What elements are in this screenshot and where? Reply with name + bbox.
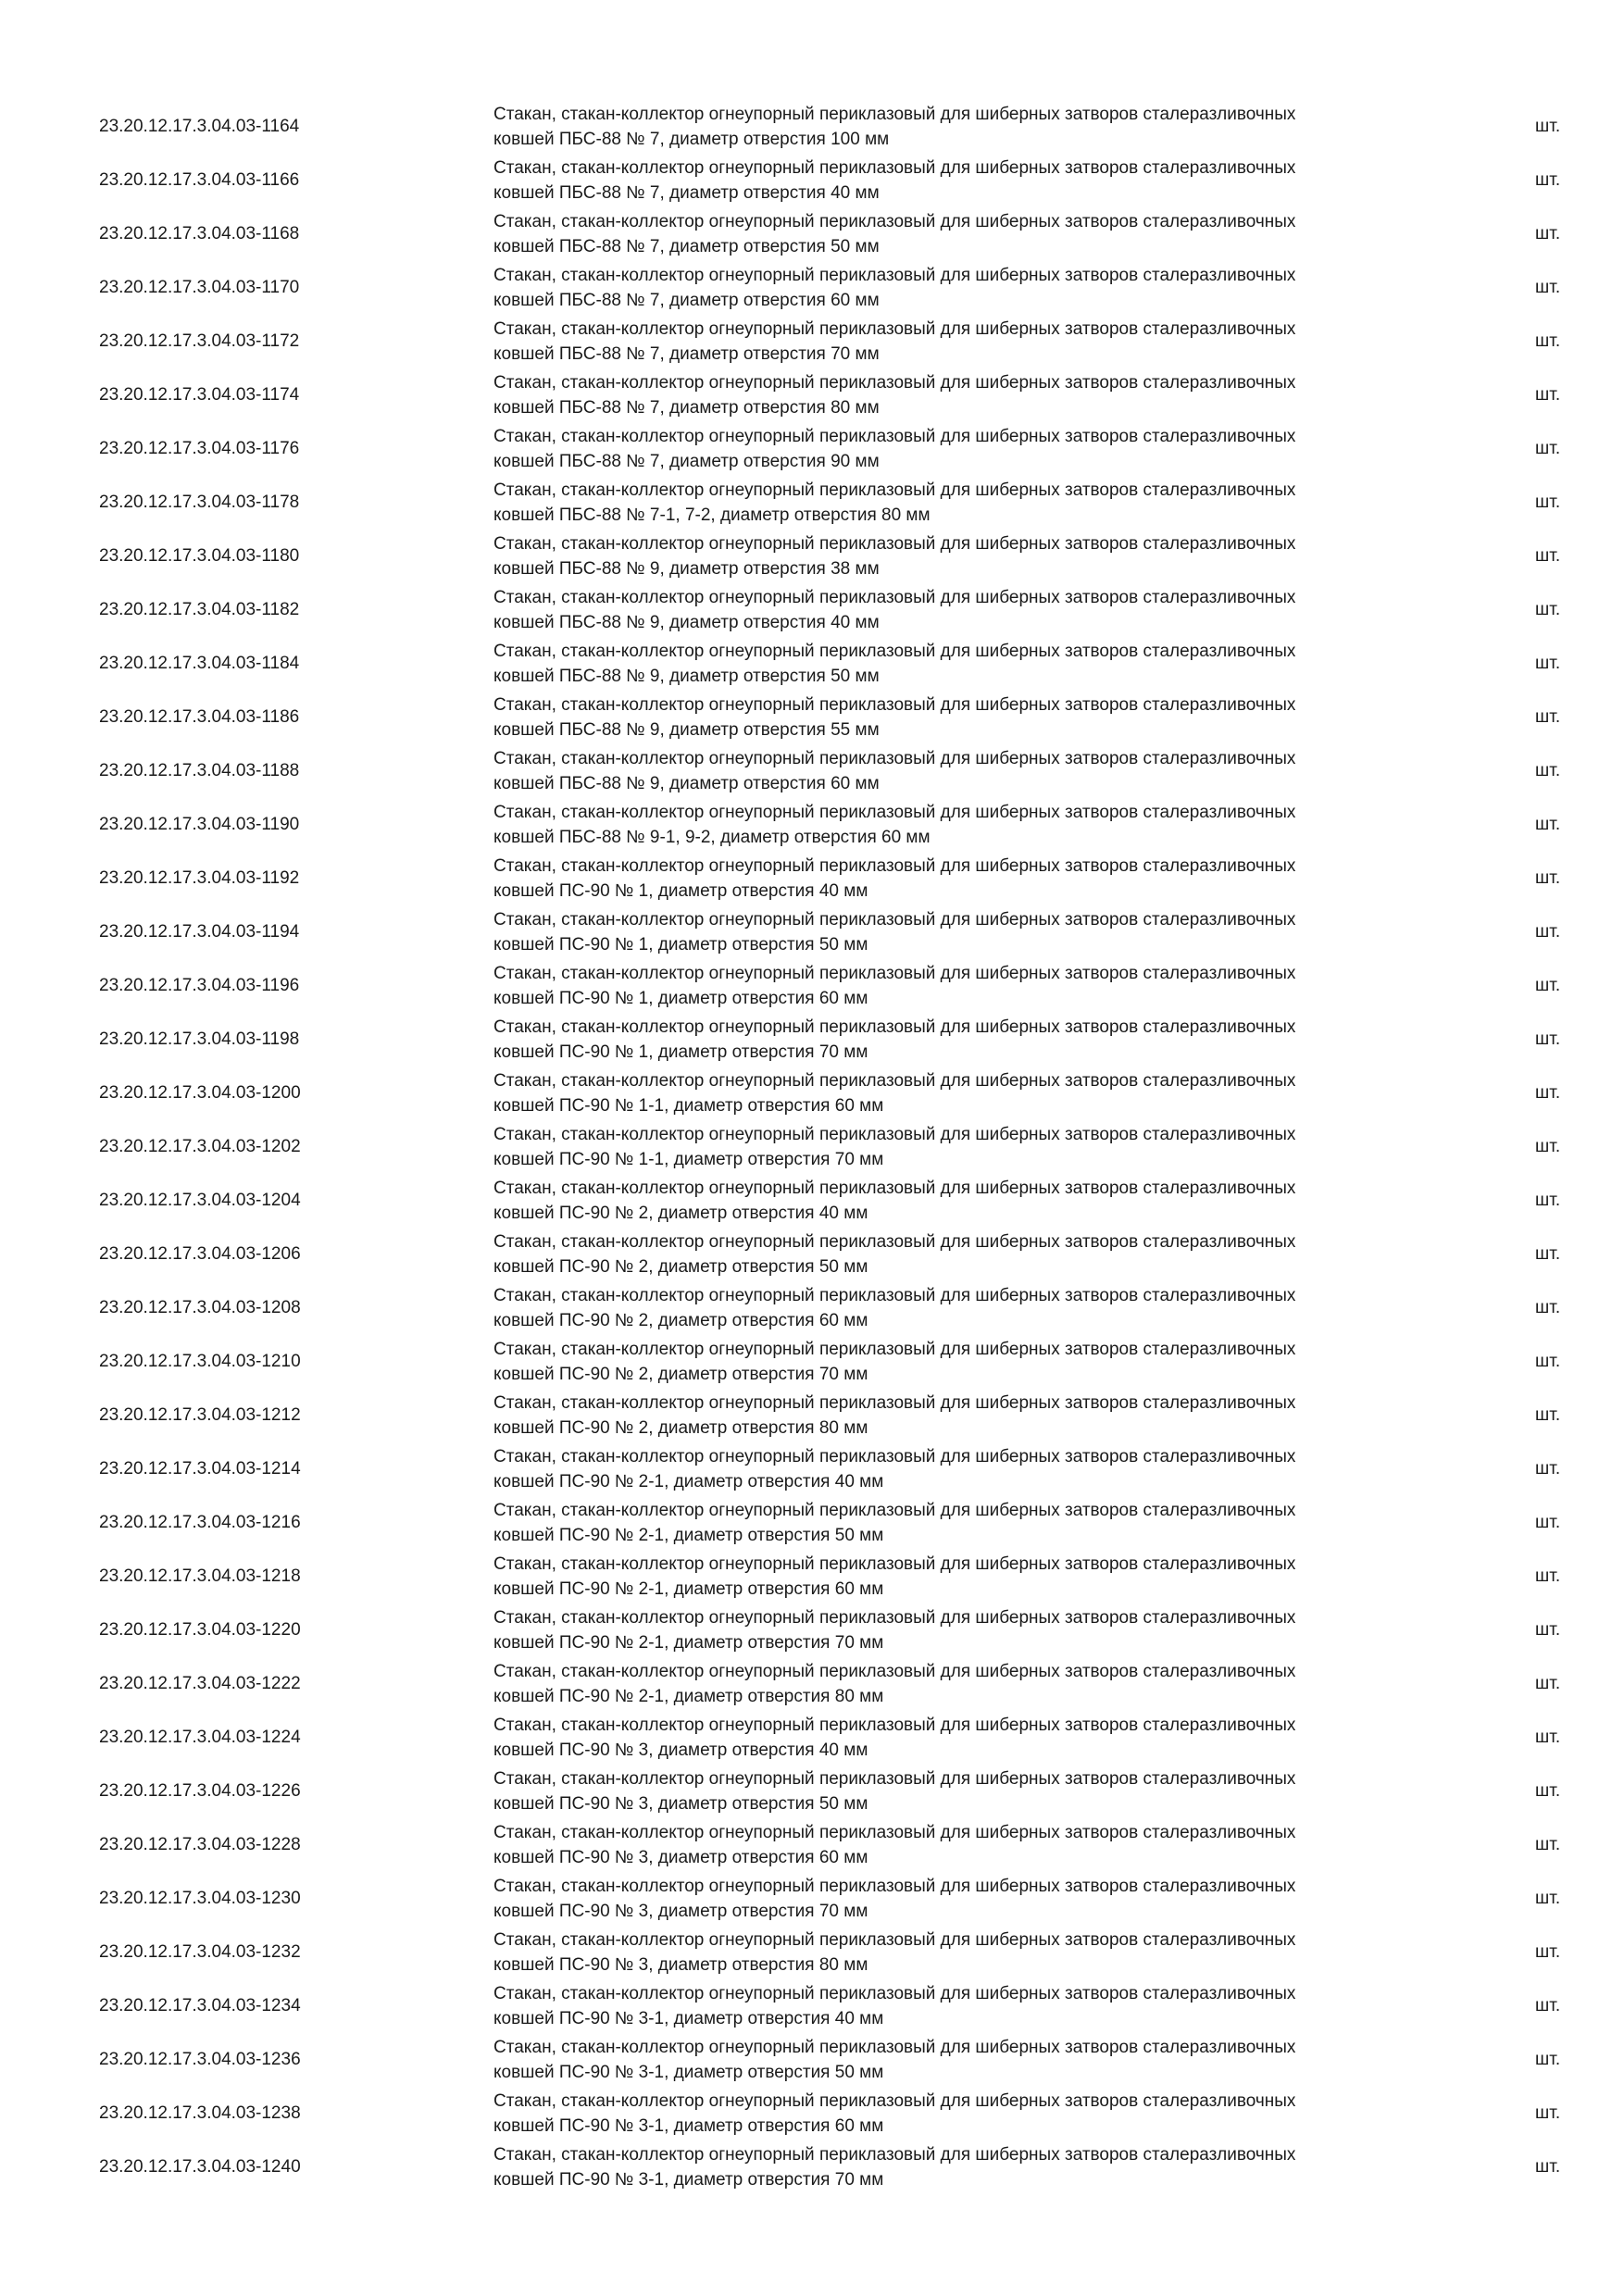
description-line-2: ковшей ПС-90 № 1, диаметр отверстия 60 мм <box>493 989 868 1008</box>
table-row <box>0 154 1624 207</box>
resource-code: 23.20.12.17.3.04.03-1232 <box>99 1942 301 1962</box>
table-row <box>0 852 1624 905</box>
resource-description <box>493 1552 1438 1602</box>
description-line-1: Стакан, стакан-коллектор огнеупорный периклазовый для шиберных затворов сталеразливочных <box>493 319 1296 339</box>
resource-code: 23.20.12.17.3.04.03-1208 <box>99 1298 301 1317</box>
resource-code: 23.20.12.17.3.04.03-1212 <box>99 1405 301 1425</box>
description-line-1: Стакан, стакан-коллектор огнеупорный периклазовый для шиберных затворов сталеразливочных <box>493 642 1296 661</box>
table-row <box>0 637 1624 691</box>
description-line-1: Стакан, стакан-коллектор огнеупорный периклазовый для шиберных затворов сталеразливочных <box>493 1340 1296 1359</box>
unit-of-measure: шт. <box>1535 922 1561 942</box>
resource-description <box>493 746 1438 796</box>
resource-code: 23.20.12.17.3.04.03-1190 <box>99 815 300 834</box>
description-line-1: Стакан, стакан-коллектор огнеупорный периклазовый для шиберных затворов сталеразливочных <box>493 2038 1296 2057</box>
resource-description <box>493 585 1438 635</box>
unit-of-measure: шт. <box>1535 1298 1561 1317</box>
resource-description <box>493 854 1438 904</box>
description-line-2: ковшей ПС-90 № 1, диаметр отверстия 40 мм <box>493 881 868 901</box>
unit-of-measure: шт. <box>1535 707 1561 727</box>
description-line-2: ковшей ПС-90 № 2-1, диаметр отверстия 50 мм <box>493 1526 884 1545</box>
table-row <box>0 2033 1624 2087</box>
description-line-2: ковшей ПС-90 № 2-1, диаметр отверстия 80 мм <box>493 1687 884 1706</box>
resource-description <box>493 1820 1438 1870</box>
description-line-1: Стакан, стакан-коллектор огнеупорный периклазовый для шиберных затворов сталеразливочных <box>493 803 1296 822</box>
unit-of-measure: шт. <box>1535 439 1561 458</box>
resource-description <box>493 209 1438 259</box>
resource-code: 23.20.12.17.3.04.03-1192 <box>99 868 300 888</box>
unit-of-measure: шт. <box>1535 546 1561 566</box>
description-line-1: Стакан, стакан-коллектор огнеупорный периклазовый для шиберных затворов сталеразливочных <box>493 1286 1296 1305</box>
unit-of-measure: шт. <box>1535 1674 1561 1693</box>
price-table <box>0 100 1624 2194</box>
table-row <box>0 959 1624 1013</box>
description-line-1: Стакан, стакан-коллектор огнеупорный периклазовый для шиберных затворов сталеразливочных <box>493 1554 1296 1574</box>
unit-of-measure: шт. <box>1535 2050 1561 2069</box>
table-row <box>0 315 1624 368</box>
description-line-1: Стакан, стакан-коллектор огнеупорный периклазовый для шиберных затворов сталеразливочных <box>493 1447 1296 1466</box>
table-row <box>0 1818 1624 1872</box>
description-line-2: ковшей ПС-90 № 1-1, диаметр отверстия 70 мм <box>493 1150 884 1169</box>
description-line-2: ковшей ПС-90 № 3, диаметр отверстия 70 мм <box>493 1902 868 1921</box>
description-line-1: Стакан, стакан-коллектор огнеупорный периклазовый для шиберных затворов сталеразливочных <box>493 534 1296 554</box>
description-line-1: Стакан, стакан-коллектор огнеупорный периклазовый для шиберных затворов сталеразливочных <box>493 1984 1296 2003</box>
table-row <box>0 1389 1624 1442</box>
description-line-1: Стакан, стакан-коллектор огнеупорный периклазовый для шиберных затворов сталеразливочных <box>493 1662 1296 1681</box>
description-line-1: Стакан, стакан-коллектор огнеупорный периклазовый для шиберных затворов сталеразливочных <box>493 266 1296 285</box>
description-line-1: Стакан, стакан-коллектор огнеупорный периклазовый для шиберных затворов сталеразливочных <box>493 1823 1296 1842</box>
resource-description <box>493 961 1438 1011</box>
resource-description <box>493 317 1438 367</box>
table-row <box>0 1979 1624 2033</box>
resource-code: 23.20.12.17.3.04.03-1230 <box>99 1889 301 1908</box>
table-row <box>0 744 1624 798</box>
table-row <box>0 1711 1624 1765</box>
table-row <box>0 261 1624 315</box>
table-row <box>0 1174 1624 1228</box>
resource-code: 23.20.12.17.3.04.03-1166 <box>99 170 300 190</box>
resource-code: 23.20.12.17.3.04.03-1180 <box>99 546 300 566</box>
resource-description <box>493 1928 1438 1978</box>
unit-of-measure: шт. <box>1535 117 1561 136</box>
description-line-2: ковшей ПС-90 № 2, диаметр отверстия 60 мм <box>493 1311 868 1330</box>
description-line-2: ковшей ПС-90 № 3, диаметр отверстия 50 мм <box>493 1794 868 1814</box>
unit-of-measure: шт. <box>1535 224 1561 243</box>
resource-code: 23.20.12.17.3.04.03-1194 <box>99 922 300 942</box>
unit-of-measure: шт. <box>1535 170 1561 190</box>
resource-description <box>493 1874 1438 1924</box>
resource-code: 23.20.12.17.3.04.03-1176 <box>99 439 300 458</box>
description-line-2: ковшей ПБС-88 № 7, диаметр отверстия 40 мм <box>493 183 880 203</box>
unit-of-measure: шт. <box>1535 385 1561 405</box>
unit-of-measure: шт. <box>1535 1405 1561 1425</box>
resource-description <box>493 1337 1438 1387</box>
description-line-2: ковшей ПС-90 № 2, диаметр отверстия 80 мм <box>493 1418 868 1438</box>
description-line-2: ковшей ПБС-88 № 7, диаметр отверстия 100 мм <box>493 130 890 149</box>
description-line-2: ковшей ПБС-88 № 7, диаметр отверстия 60 мм <box>493 291 880 310</box>
unit-of-measure: шт. <box>1535 278 1561 297</box>
unit-of-measure: шт. <box>1535 2103 1561 2123</box>
resource-code: 23.20.12.17.3.04.03-1164 <box>99 117 300 136</box>
unit-of-measure: шт. <box>1535 868 1561 888</box>
resource-code: 23.20.12.17.3.04.03-1226 <box>99 1781 301 1801</box>
description-line-1: Стакан, стакан-коллектор огнеупорный периклазовый для шиберных затворов сталеразливочных <box>493 105 1296 124</box>
unit-of-measure: шт. <box>1535 1889 1561 1908</box>
resource-code: 23.20.12.17.3.04.03-1198 <box>99 1029 300 1049</box>
resource-description <box>493 2089 1438 2139</box>
description-line-2: ковшей ПС-90 № 3-1, диаметр отверстия 40 мм <box>493 2009 884 2028</box>
description-line-2: ковшей ПС-90 № 2-1, диаметр отверстия 40 мм <box>493 1472 884 1491</box>
description-line-1: Стакан, стакан-коллектор огнеупорный периклазовый для шиберных затворов сталеразливочных <box>493 1608 1296 1628</box>
description-line-2: ковшей ПБС-88 № 9, диаметр отверстия 55 мм <box>493 720 880 740</box>
description-line-1: Стакан, стакан-коллектор огнеупорный периклазовый для шиберных затворов сталеразливочных <box>493 1501 1296 1520</box>
description-line-2: ковшей ПС-90 № 2-1, диаметр отверстия 70 мм <box>493 1633 884 1653</box>
unit-of-measure: шт. <box>1535 1352 1561 1371</box>
resource-description <box>493 1981 1438 2031</box>
resource-description <box>493 907 1438 957</box>
unit-of-measure: шт. <box>1535 1996 1561 2015</box>
resource-description <box>493 1713 1438 1763</box>
resource-description <box>493 1391 1438 1441</box>
resource-code: 23.20.12.17.3.04.03-1236 <box>99 2050 301 2069</box>
description-line-1: Стакан, стакан-коллектор огнеупорный периклазовый для шиберных затворов сталеразливочных <box>493 2091 1296 2111</box>
resource-code: 23.20.12.17.3.04.03-1220 <box>99 1620 301 1640</box>
unit-of-measure: шт. <box>1535 1728 1561 1747</box>
description-line-1: Стакан, стакан-коллектор огнеупорный периклазовый для шиберных затворов сталеразливочных <box>493 1125 1296 1144</box>
description-line-2: ковшей ПБС-88 № 7, диаметр отверстия 90 мм <box>493 452 880 471</box>
unit-of-measure: шт. <box>1535 2157 1561 2177</box>
resource-description <box>493 1498 1438 1548</box>
description-line-2: ковшей ПС-90 № 2, диаметр отверстия 70 мм <box>493 1365 868 1384</box>
unit-of-measure: шт. <box>1535 976 1561 995</box>
unit-of-measure: шт. <box>1535 1781 1561 1801</box>
resource-description <box>493 1176 1438 1226</box>
resource-code: 23.20.12.17.3.04.03-1234 <box>99 1996 301 2015</box>
table-row <box>0 1926 1624 1979</box>
resource-code: 23.20.12.17.3.04.03-1218 <box>99 1566 301 1586</box>
description-line-2: ковшей ПС-90 № 2-1, диаметр отверстия 60 мм <box>493 1579 884 1599</box>
resource-description <box>493 1229 1438 1279</box>
resource-description <box>493 2142 1438 2192</box>
table-row <box>0 476 1624 530</box>
resource-description <box>493 693 1438 742</box>
resource-description <box>493 424 1438 474</box>
description-line-1: Стакан, стакан-коллектор огнеупорный периклазовый для шиберных затворов сталеразливочных <box>493 1393 1296 1413</box>
description-line-2: ковшей ПБС-88 № 7, диаметр отверстия 50 мм <box>493 237 880 256</box>
description-line-1: Стакан, стакан-коллектор огнеупорный периклазовый для шиберных затворов сталеразливочных <box>493 1877 1296 1896</box>
resource-code: 23.20.12.17.3.04.03-1240 <box>99 2157 301 2177</box>
description-line-1: Стакан, стакан-коллектор огнеупорный периклазовый для шиберных затворов сталеразливочных <box>493 964 1296 983</box>
description-line-2: ковшей ПБС-88 № 9, диаметр отверстия 50 мм <box>493 667 880 686</box>
table-row <box>0 2140 1624 2194</box>
description-line-1: Стакан, стакан-коллектор огнеупорный периклазовый для шиберных затворов сталеразливочных <box>493 695 1296 715</box>
resource-code: 23.20.12.17.3.04.03-1174 <box>99 385 300 405</box>
resource-description <box>493 156 1438 206</box>
description-line-1: Стакан, стакан-коллектор огнеупорный периклазовый для шиберных затворов сталеразливочных <box>493 1716 1296 1735</box>
description-line-2: ковшей ПБС-88 № 9, диаметр отверстия 60 мм <box>493 774 880 793</box>
unit-of-measure: шт. <box>1535 1191 1561 1210</box>
resource-description <box>493 1068 1438 1118</box>
description-line-1: Стакан, стакан-коллектор огнеупорный периклазовый для шиберных затворов сталеразливочных <box>493 480 1296 500</box>
description-line-2: ковшей ПС-90 № 1-1, диаметр отверстия 60 мм <box>493 1096 884 1116</box>
description-line-2: ковшей ПС-90 № 3-1, диаметр отверстия 70 мм <box>493 2170 884 2190</box>
unit-of-measure: шт. <box>1535 815 1561 834</box>
description-line-1: Стакан, стакан-коллектор огнеупорный периклазовый для шиберных затворов сталеразливочных <box>493 212 1296 231</box>
resource-code: 23.20.12.17.3.04.03-1216 <box>99 1513 301 1532</box>
unit-of-measure: шт. <box>1535 1029 1561 1049</box>
resource-code: 23.20.12.17.3.04.03-1196 <box>99 976 300 995</box>
resource-code: 23.20.12.17.3.04.03-1170 <box>99 278 300 297</box>
description-line-2: ковшей ПС-90 № 3-1, диаметр отверстия 60 мм <box>493 2116 884 2136</box>
unit-of-measure: шт. <box>1535 1835 1561 1854</box>
resource-description <box>493 800 1438 850</box>
description-line-2: ковшей ПС-90 № 3, диаметр отверстия 80 мм <box>493 1955 868 1975</box>
resource-description <box>493 263 1438 313</box>
description-line-1: Стакан, стакан-коллектор огнеупорный периклазовый для шиберных затворов сталеразливочных <box>493 1017 1296 1037</box>
table-row <box>0 1281 1624 1335</box>
unit-of-measure: шт. <box>1535 1942 1561 1962</box>
resource-code: 23.20.12.17.3.04.03-1182 <box>99 600 300 619</box>
resource-code: 23.20.12.17.3.04.03-1202 <box>99 1137 301 1156</box>
resource-code: 23.20.12.17.3.04.03-1206 <box>99 1244 301 1264</box>
description-line-1: Стакан, стакан-коллектор огнеупорный периклазовый для шиберных затворов сталеразливочных <box>493 373 1296 393</box>
resource-code: 23.20.12.17.3.04.03-1188 <box>99 761 300 780</box>
table-row <box>0 530 1624 583</box>
resource-description <box>493 1015 1438 1065</box>
resource-description <box>493 1659 1438 1709</box>
description-line-1: Стакан, стакан-коллектор огнеупорный периклазовый для шиберных затворов сталеразливочных <box>493 1179 1296 1198</box>
unit-of-measure: шт. <box>1535 1620 1561 1640</box>
description-line-1: Стакан, стакан-коллектор огнеупорный периклазовый для шиберных затворов сталеразливочных <box>493 856 1296 876</box>
unit-of-measure: шт. <box>1535 1459 1561 1479</box>
resource-code: 23.20.12.17.3.04.03-1184 <box>99 654 300 673</box>
resource-code: 23.20.12.17.3.04.03-1214 <box>99 1459 301 1479</box>
description-line-2: ковшей ПС-90 № 2, диаметр отверстия 40 мм <box>493 1204 868 1223</box>
resource-code: 23.20.12.17.3.04.03-1204 <box>99 1191 301 1210</box>
table-row <box>0 2087 1624 2140</box>
description-line-2: ковшей ПС-90 № 2, диаметр отверстия 50 мм <box>493 1257 868 1277</box>
table-row <box>0 583 1624 637</box>
resource-description <box>493 478 1438 528</box>
description-line-1: Стакан, стакан-коллектор огнеупорный периклазовый для шиберных затворов сталеразливочных <box>493 1769 1296 1789</box>
resource-description <box>493 1122 1438 1172</box>
unit-of-measure: шт. <box>1535 761 1561 780</box>
resource-code: 23.20.12.17.3.04.03-1222 <box>99 1674 301 1693</box>
description-line-1: Стакан, стакан-коллектор огнеупорный периклазовый для шиберных затворов сталеразливочных <box>493 427 1296 446</box>
resource-description <box>493 370 1438 420</box>
table-row <box>0 1013 1624 1067</box>
table-row <box>0 100 1624 154</box>
description-line-1: Стакан, стакан-коллектор огнеупорный периклазовый для шиберных затворов сталеразливочных <box>493 588 1296 607</box>
resource-code: 23.20.12.17.3.04.03-1210 <box>99 1352 301 1371</box>
table-row <box>0 1496 1624 1550</box>
table-row <box>0 368 1624 422</box>
description-line-2: ковшей ПС-90 № 1, диаметр отверстия 70 мм <box>493 1042 868 1062</box>
table-row <box>0 1442 1624 1496</box>
description-line-2: ковшей ПБС-88 № 7-1, 7-2, диаметр отверстия 80 мм <box>493 505 931 525</box>
table-row <box>0 1067 1624 1120</box>
unit-of-measure: шт. <box>1535 493 1561 512</box>
description-line-1: Стакан, стакан-коллектор огнеупорный периклазовый для шиберных затворов сталеразливочных <box>493 1071 1296 1091</box>
description-line-2: ковшей ПС-90 № 3-1, диаметр отверстия 50 мм <box>493 2063 884 2082</box>
resource-code: 23.20.12.17.3.04.03-1178 <box>99 493 300 512</box>
resource-code: 23.20.12.17.3.04.03-1228 <box>99 1835 301 1854</box>
description-line-1: Стакан, стакан-коллектор огнеупорный периклазовый для шиберных затворов сталеразливочных <box>493 749 1296 768</box>
resource-description <box>493 1444 1438 1494</box>
resource-code: 23.20.12.17.3.04.03-1186 <box>99 707 300 727</box>
description-line-2: ковшей ПБС-88 № 7, диаметр отверстия 80 мм <box>493 398 880 418</box>
resource-description <box>493 1605 1438 1655</box>
resource-description <box>493 1283 1438 1333</box>
description-line-1: Стакан, стакан-коллектор огнеупорный периклазовый для шиберных затворов сталеразливочных <box>493 158 1296 178</box>
table-row <box>0 798 1624 852</box>
unit-of-measure: шт. <box>1535 1513 1561 1532</box>
description-line-2: ковшей ПС-90 № 3, диаметр отверстия 60 мм <box>493 1848 868 1867</box>
table-row <box>0 1335 1624 1389</box>
unit-of-measure: шт. <box>1535 600 1561 619</box>
table-row <box>0 905 1624 959</box>
description-line-2: ковшей ПС-90 № 3, диаметр отверстия 40 мм <box>493 1741 868 1760</box>
resource-code: 23.20.12.17.3.04.03-1168 <box>99 224 300 243</box>
resource-code: 23.20.12.17.3.04.03-1172 <box>99 331 300 351</box>
description-line-1: Стакан, стакан-коллектор огнеупорный периклазовый для шиберных затворов сталеразливочных <box>493 2145 1296 2165</box>
description-line-1: Стакан, стакан-коллектор огнеупорный периклазовый для шиберных затворов сталеразливочных <box>493 910 1296 930</box>
table-row <box>0 1550 1624 1603</box>
resource-description <box>493 102 1438 152</box>
unit-of-measure: шт. <box>1535 654 1561 673</box>
unit-of-measure: шт. <box>1535 1244 1561 1264</box>
description-line-2: ковшей ПС-90 № 1, диаметр отверстия 50 мм <box>493 935 868 955</box>
table-row <box>0 691 1624 744</box>
unit-of-measure: шт. <box>1535 331 1561 351</box>
description-line-1: Стакан, стакан-коллектор огнеупорный периклазовый для шиберных затворов сталеразливочных <box>493 1232 1296 1252</box>
table-row <box>0 1120 1624 1174</box>
table-row <box>0 1872 1624 1926</box>
description-line-2: ковшей ПБС-88 № 9, диаметр отверстия 38 мм <box>493 559 880 579</box>
table-row <box>0 1765 1624 1818</box>
unit-of-measure: шт. <box>1535 1083 1561 1103</box>
resource-code: 23.20.12.17.3.04.03-1200 <box>99 1083 301 1103</box>
resource-description <box>493 2035 1438 2085</box>
unit-of-measure: шт. <box>1535 1137 1561 1156</box>
resource-description <box>493 1766 1438 1816</box>
resource-code: 23.20.12.17.3.04.03-1238 <box>99 2103 301 2123</box>
resource-code: 23.20.12.17.3.04.03-1224 <box>99 1728 301 1747</box>
unit-of-measure: шт. <box>1535 1566 1561 1586</box>
description-line-1: Стакан, стакан-коллектор огнеупорный периклазовый для шиберных затворов сталеразливочных <box>493 1930 1296 1950</box>
table-row <box>0 207 1624 261</box>
description-line-2: ковшей ПБС-88 № 7, диаметр отверстия 70 мм <box>493 344 880 364</box>
table-row <box>0 1657 1624 1711</box>
description-line-2: ковшей ПБС-88 № 9, диаметр отверстия 40 мм <box>493 613 880 632</box>
table-row <box>0 1603 1624 1657</box>
description-line-2: ковшей ПБС-88 № 9-1, 9-2, диаметр отверстия 60 мм <box>493 828 931 847</box>
resource-description <box>493 531 1438 581</box>
table-row <box>0 1228 1624 1281</box>
table-row <box>0 422 1624 476</box>
resource-description <box>493 639 1438 689</box>
